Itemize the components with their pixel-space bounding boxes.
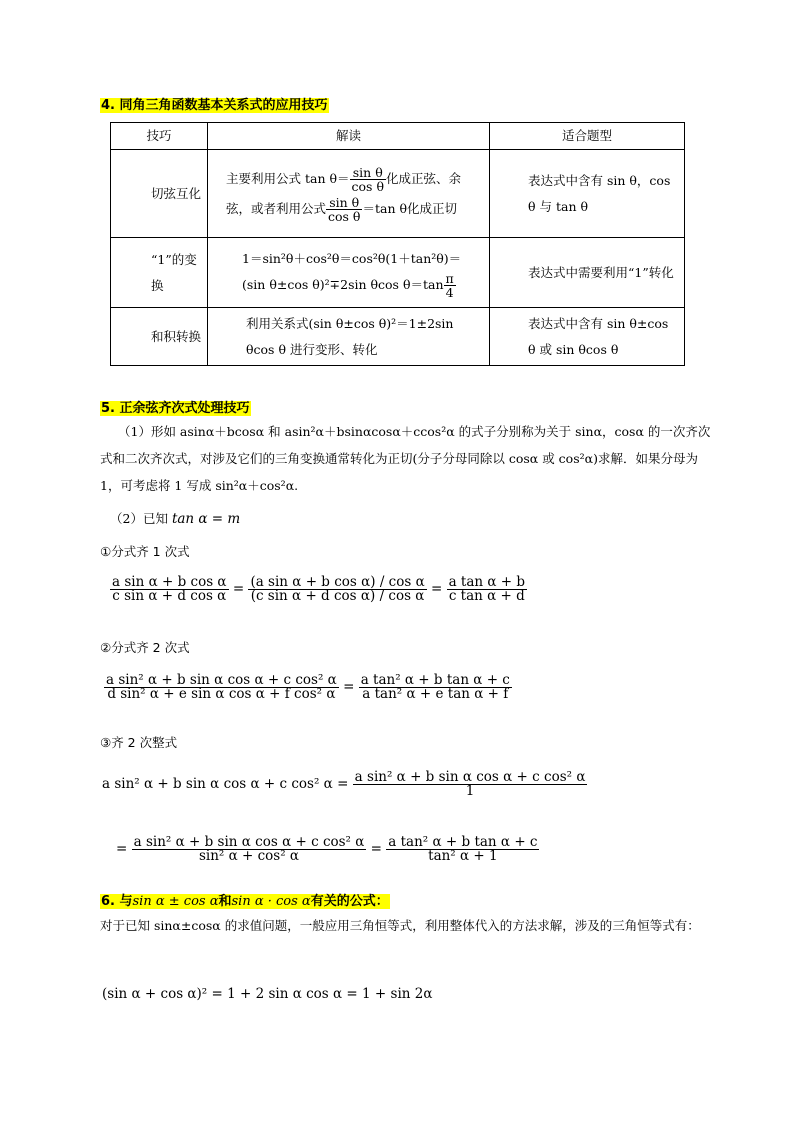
fraction: $\frac{\text{sin θ}}{\text{cos θ}}$ [328, 194, 361, 224]
equation-1: $\frac{\text{a sin α + b cos α}}{\text{c sin α + d cos α}}$ = $\frac{\text{(a sin α + b cos α) / cos α}}{\text{(c sin α + d cos α) / cos α}}$ = $\frac{\text{a tan α + b}}{\text{c tan α + d}}$ [112, 574, 526, 604]
table-header-row [111, 123, 685, 150]
cell-technique: “1”的变换 [111, 238, 208, 308]
given-line: （2）已知 tan α = m [110, 511, 241, 527]
equation-2: $\frac{\text{a sin² α + b sin α cos α + c cos² α}}{\text{d sin² α + e sin α cos α + f cos² α}}$ = $\frac{\text{a tan² α + b tan α + c}}{\text{a tan² α + e tan α + f}}$ [106, 672, 510, 702]
fraction: $\frac{\pi}{4}$ [445, 271, 454, 300]
item-1-label: ①分式齐 1 次式 [100, 544, 190, 559]
section6-title: 6. 与sin α ± cos α和sin α · cos α有关的公式： [101, 894, 389, 909]
fraction: $\frac{\text{a sin² α + b sin α cos α + c cos² α}}{\text{d sin² α + e sin α cos α + f cos² α}}$ [106, 672, 337, 702]
cell-applicable: 表达式中含有 sin θ±cos θ 或 sin θcos θ [490, 308, 685, 366]
header-interpretation: 解读 [208, 123, 490, 150]
techniques-table [110, 122, 685, 366]
fraction: $\frac{\text{a tan² α + b tan α + c}}{\text{tan² α + 1}}$ [388, 834, 538, 864]
item-3-label: ③齐 2 次整式 [100, 735, 178, 750]
fraction: $\frac{\text{a sin α + b cos α}}{\text{c sin α + d cos α}}$ [112, 574, 227, 604]
table-row [111, 308, 685, 366]
section4-title: 4. 同角三角函数基本关系式的应用技巧 [101, 98, 328, 113]
equation-4: = $\frac{\text{a sin² α + b sin α cos α + c cos² α}}{\text{sin² α + cos² α}}$ = $\frac{\text{a tan² α + b tan α + c}}{\text{tan² α + 1}}$ [116, 834, 538, 864]
section5-paragraph: （1）形如 asinα＋bcosα 和 asin²α＋bsinαcosα＋ccos²α 的式子分别称为关于 sinα，cosα 的一次齐次式和二次齐次式，对涉及它们的三角变换通常转化为正切(分子分母同除以 cosα 或 cos²α)求解．如果分母为 1，可考虑将 1 写成 sin²α＋cos²α. [100, 424, 711, 493]
header-applicable: 适合题型 [490, 123, 685, 150]
table-row [111, 150, 685, 238]
item-2-label: ②分式齐 2 次式 [100, 640, 190, 655]
fraction: $\frac{\text{sin θ}}{\text{cos θ}}$ [351, 164, 384, 194]
fraction: $\frac{\text{a tan² α + b tan α + c}}{\text{a tan² α + e tan α + f}}$ [360, 672, 510, 702]
cell-applicable: 表达式中需要利用“1”转化 [490, 238, 685, 308]
cell-interpretation: 1＝sin²θ＋cos²θ＝cos²θ(1＋tan²θ)＝(sin θ±cos θ)²∓2sin θcos θ＝tan $\frac{\pi}{4}$ [208, 238, 490, 308]
cell-interpretation: 利用关系式(sin θ±cos θ)²＝1±2sin θcos θ 进行变形、转化 [208, 308, 490, 366]
cell-technique: 和积转换 [111, 308, 208, 366]
fraction: $\frac{\text{(a sin α + b cos α) / cos α}}{\text{(c sin α + d cos α) / cos α}}$ [250, 574, 425, 604]
table-row [111, 238, 685, 308]
fraction: $\frac{\text{a sin² α + b sin α cos α + c cos² α}}{1}$ [354, 769, 586, 799]
section5-title: 5. 正余弦齐次式处理技巧 [101, 401, 250, 416]
identity-formula: (sin α + cos α)² = 1 + 2 sin α cos α = 1 + sin 2α [102, 986, 433, 1002]
cell-interpretation: 主要利用公式 tan θ＝ $\frac{\text{sin θ}}{\text{cos θ}}$ 化成正弦、余弦，或者利用公式 $\frac{\text{sin θ}}{\text{cos θ}}$ ＝tan θ化成正切 [208, 150, 490, 238]
header-technique: 技巧 [111, 123, 208, 150]
section6-paragraph: 对于已知 sinα±cosα 的求值问题，一般应用三角恒等式，利用整体代入的方法求解，涉及的三角恒等式有： [100, 918, 700, 933]
fraction: $\frac{\text{a tan α + b}}{\text{c tan α + d}}$ [448, 574, 526, 604]
cell-applicable: 表达式中含有 sin θ，cos θ 与 tan θ [490, 150, 685, 238]
cell-technique: 切弦互化 [111, 150, 208, 238]
fraction: $\frac{\text{a sin² α + b sin α cos α + c cos² α}}{\text{sin² α + cos² α}}$ [133, 834, 365, 864]
equation-3: a sin² α + b sin α cos α + c cos² α = $\frac{\text{a sin² α + b sin α cos α + c cos² α}}{1}$ [102, 769, 586, 799]
